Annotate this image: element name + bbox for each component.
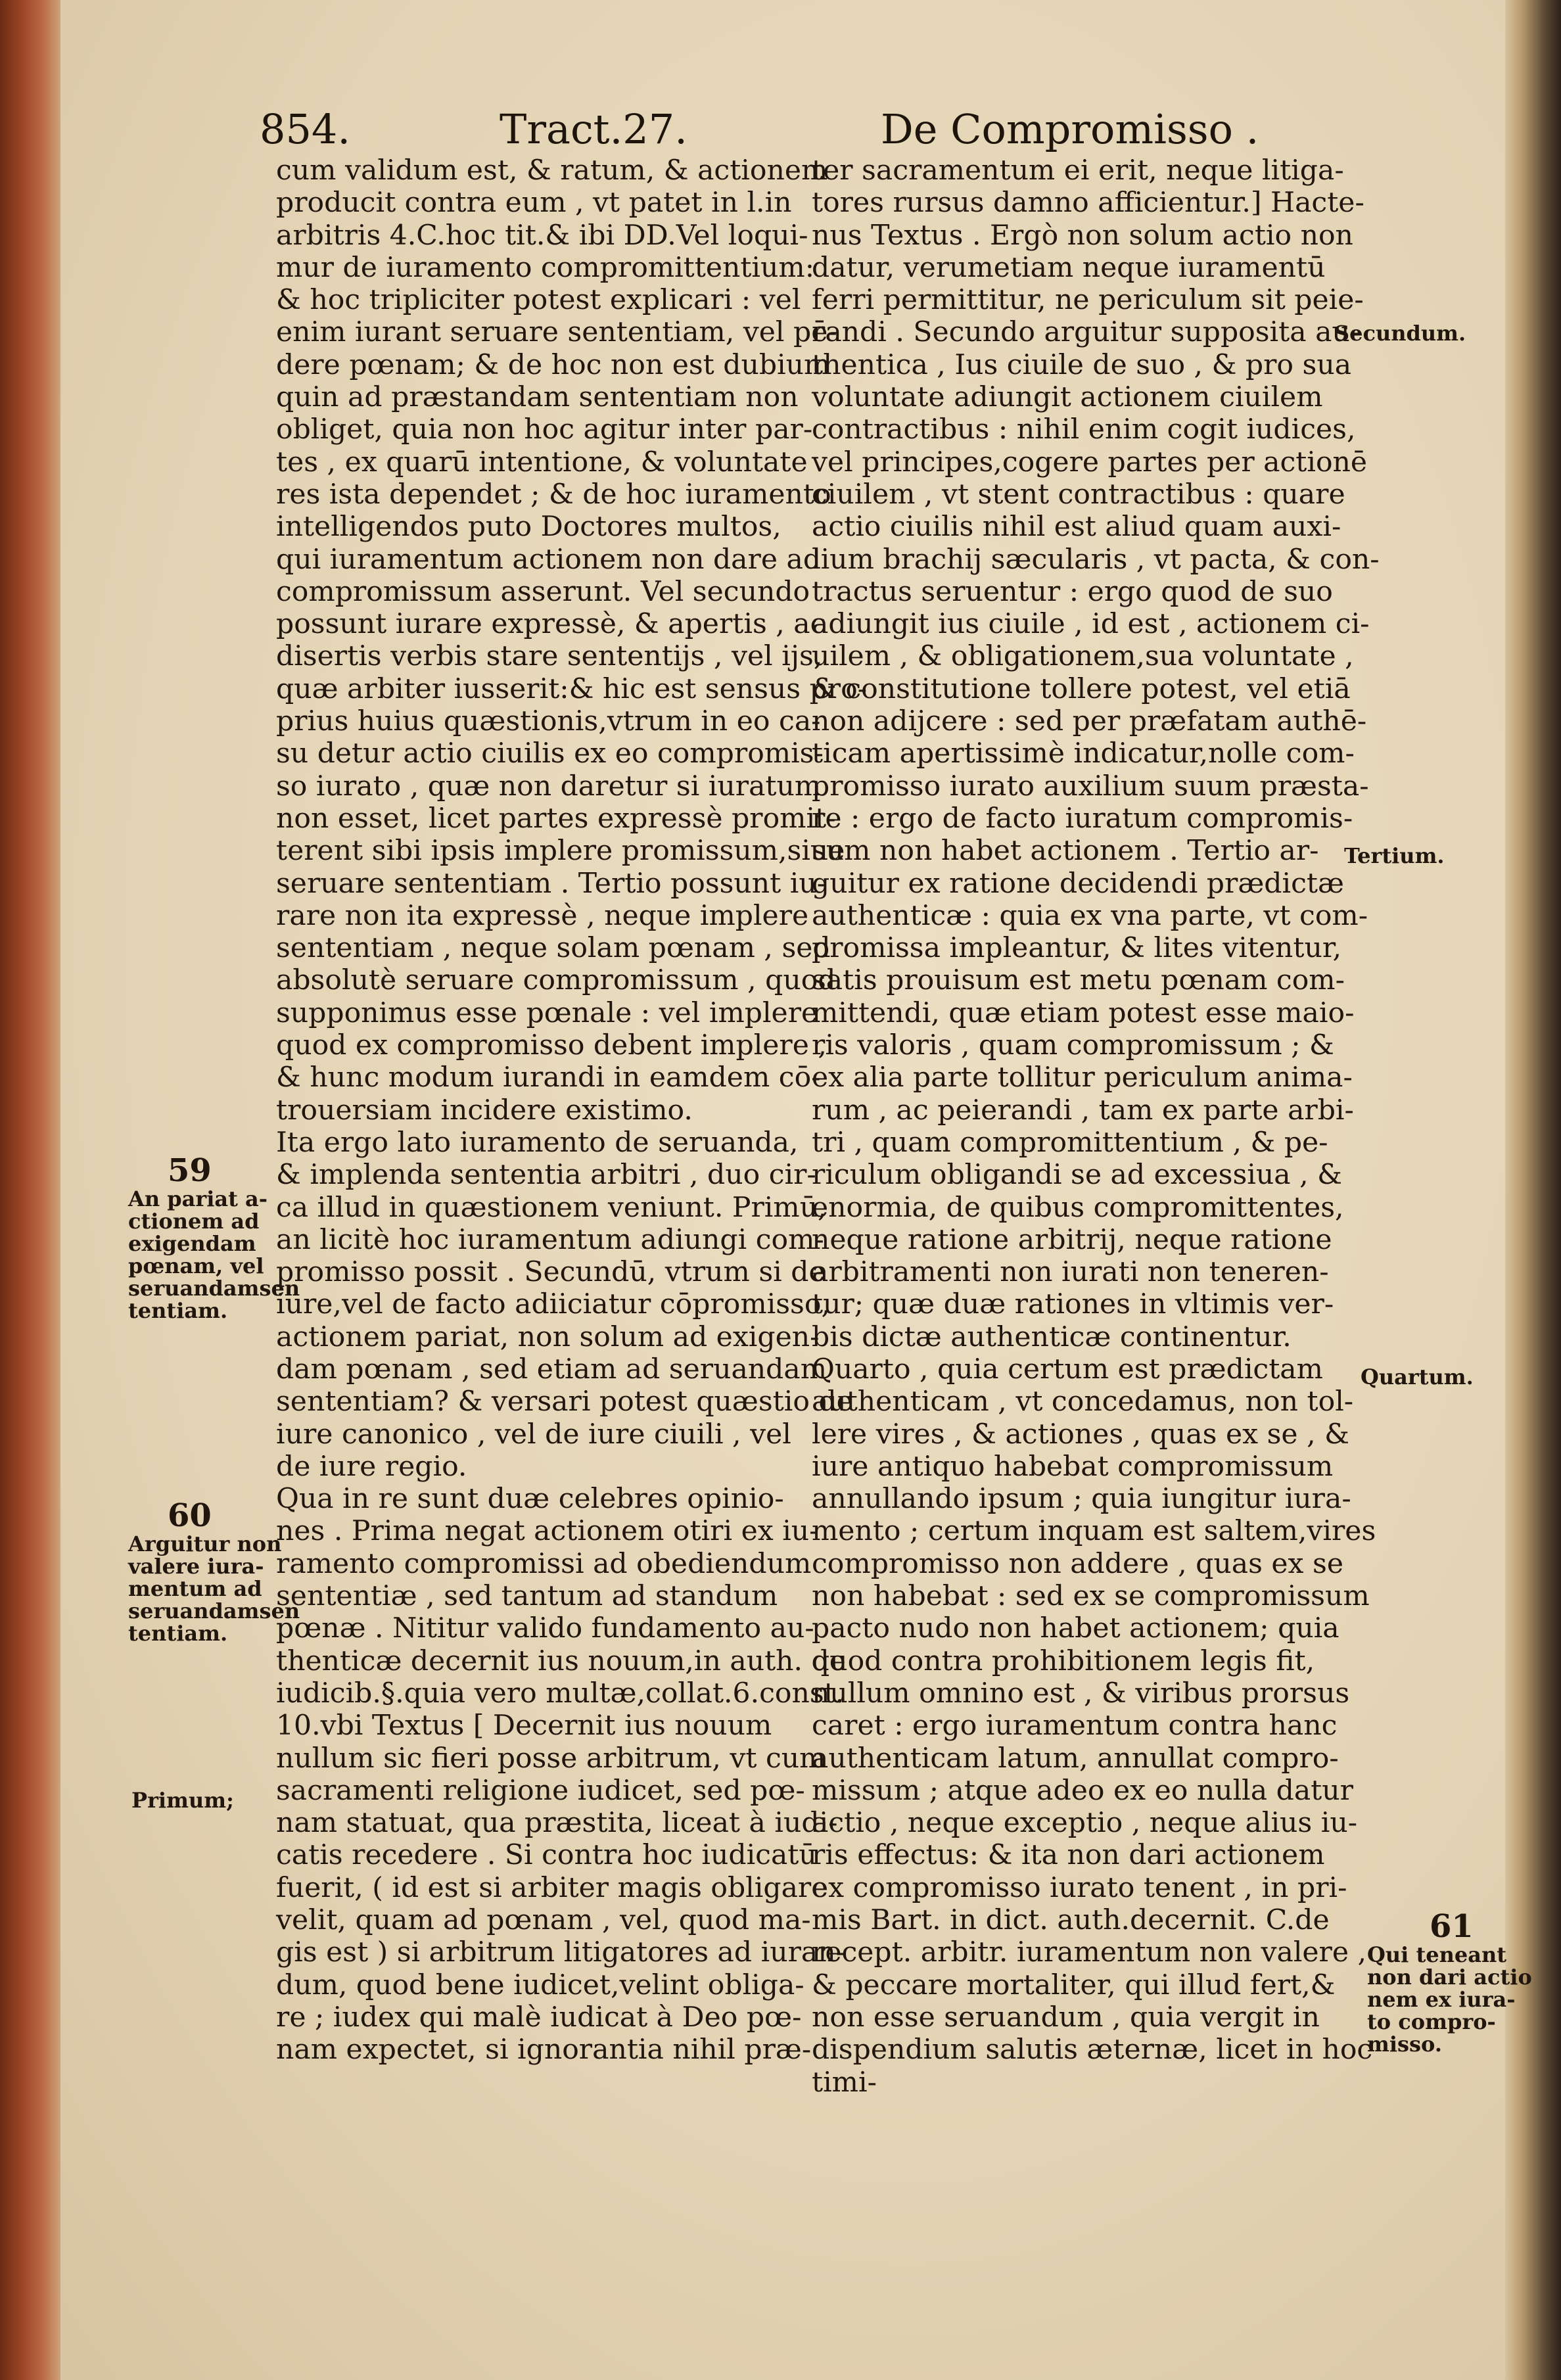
text-line: nullum sic fieri posse arbitrum, vt cum [276,1742,826,1775]
text-line: arbitris 4.C.hoc tit.& ibi DD.Vel loqui- [276,219,808,252]
margin-note-line: to compro- [1367,2009,1496,2034]
text-line: uilem , & obligationem,sua voluntate , [812,640,1354,673]
text-line: sum non habet actionem . Tertio ar- [812,835,1319,868]
margin-note-line: nem ex iura- [1367,1987,1516,2012]
text-line: rare non ita expressè , neque implere [276,899,809,932]
text-line: compromissum asserunt. Vel secundo [276,575,810,608]
text-line: seruare sententiam . Tertio possunt iu- [276,867,827,900]
text-line: supponimus esse pœnale : vel implere [276,996,818,1029]
text-line: qui iuramentum actionem non dare ad [276,543,822,576]
text-line: quin ad præstandam sententiam non [276,381,799,414]
margin-note-number: 59 [168,1152,212,1189]
text-line: non esse seruandum , quia vergit in [812,2001,1320,2034]
text-line: cum validum est, & ratum, & actionem [276,154,828,187]
text-line: ter sacramentum ei erit, neque litiga- [812,154,1344,187]
page-number: 854. [260,105,351,153]
text-line: authenticam latum, annullat compro- [812,1742,1339,1775]
text-line: actio ciuilis nihil est aliud quam auxi- [812,511,1341,544]
margin-secundum: Secundum. [1334,321,1466,346]
text-line: pacto nudo non habet actionem; quia [812,1612,1340,1645]
text-line: thentica , Ius ciuile de suo , & pro sua [812,348,1352,381]
margin-quartum: Quartum. [1361,1365,1474,1389]
text-line: arbitramenti non iurati non teneren- [812,1256,1329,1289]
text-line: mis Bart. in dict. auth.decernit. C.de [812,1904,1330,1937]
text-line: nullum omnino est , & viribus prorsus [812,1677,1350,1710]
text-line: actionem pariat, non solum ad exigen- [276,1320,820,1353]
text-line: ramento compromissi ad obediendum [276,1547,812,1580]
text-line: ris valoris , quam compromissum ; & [812,1029,1334,1062]
text-line: & hoc tripliciter potest explicari : vel [276,284,801,317]
text-line: lere vires , & actiones , quas ex se , & [812,1418,1349,1451]
text-line: iudicib.§.quia vero multæ,collat.6.const. [276,1677,845,1710]
text-line: promisso iurato auxilium suum præsta- [812,770,1369,803]
text-line: annullando ipsum ; quia iungitur iura- [812,1483,1351,1516]
text-line: & implenda sententia arbitri , duo cir- [276,1159,816,1192]
text-line: vel principes,cogere partes per actionē [812,446,1368,478]
margin-note-line: exigendam [128,1231,256,1256]
text-line: ex alia parte tollitur periculum anima- [812,1062,1353,1094]
text-line: tur; quæ duæ rationes in vltimis ver- [812,1288,1334,1321]
text-line: caret : ergo iuramentum contra hanc [812,1710,1338,1742]
text-line: absolutè seruare compromissum , quod [276,964,836,997]
margin-note-line: mentum ad [128,1576,262,1601]
text-line: quæ arbiter iusserit:& hic est sensus pro- [276,672,868,705]
margin-note-line: tentiam. [128,1621,228,1646]
text-line: gis est ) si arbitrum litigatores ad iuran- [276,1936,845,1969]
text-line: promisso possit . Secundū, vtrum si de [276,1256,826,1289]
text-line: sacramenti religione iudicet, sed pœ- [276,1774,805,1807]
text-line: non habebat : sed ex se compromissum [812,1580,1370,1613]
margin-note-line: seruandamsen [128,1598,300,1623]
text-line: lium brachij sæcularis , vt pacta, & con- [812,543,1380,576]
margin-note-line: An pariat a- [128,1186,268,1211]
text-line: res ista dependet ; & de hoc iuramento [276,478,831,511]
margin-note-line: misso. [1367,2032,1442,2057]
margin-primum: Primum; [131,1788,234,1813]
text-line: 10.vbi Textus [ Decernit ius nouum [276,1710,772,1742]
text-line: & hunc modum iurandi in eamdem cō- [276,1062,821,1094]
text-line: so iurato , quæ non daretur si iuratum [276,770,822,803]
text-line: guitur ex ratione decidendi prædictæ [812,867,1344,900]
text-line: contractibus : nihil enim cogit iudices, [812,413,1356,446]
text-line: authenticæ : quia ex vna parte, vt com- [812,899,1368,932]
text-line: ticam apertissimè indicatur,nolle com- [812,737,1355,770]
margin-note-line: Arguitur non [128,1531,282,1556]
text-line: producit contra eum , vt patet in l.in [276,187,792,220]
margin-note-line: tentiam. [128,1298,228,1323]
treatise-number: Tract.27. [500,105,687,153]
text-line: quod ex compromisso debent implere , [276,1029,827,1062]
text-line: neque ratione arbitrij, neque ratione [812,1223,1332,1256]
text-line: ca illud in quæstionem veniunt. Primū, [276,1191,827,1224]
text-line: disertis verbis stare sententijs , vel ijs, [276,640,823,673]
text-line: trouersiam incidere existimo. [276,1094,693,1127]
text-line: dam pœnam , sed etiam ad seruandam [276,1353,827,1386]
text-line: tes , ex quarū intentione, & voluntate [276,446,808,478]
text-line: ciuilem , vt stent contractibus : quare [812,478,1345,511]
text-line: recept. arbitr. iuramentum non valere , [812,1936,1367,1969]
text-line: ferri permittitur, ne periculum sit peie- [812,284,1364,317]
text-line: su detur actio ciuilis ex eo compromis- [276,737,824,770]
text-line: authenticam , vt concedamus, non tol- [812,1386,1354,1418]
text-line: enim iurant seruare sententiam, vel pē- [276,316,837,349]
page-edge-left [0,0,60,2380]
text-line: possunt iurare expressè, & apertis , ac [276,608,826,641]
text-line: timi- [812,2066,877,2099]
text-line: compromisso non addere , quas ex se [812,1547,1343,1580]
text-line: dere pœnam; & de hoc non est dubium [276,348,831,381]
text-line: iure canonico , vel de iure ciuili , vel [276,1418,791,1451]
text-line: ris effectus: & ita non dari actionem [812,1839,1325,1872]
margin-note-line: ctionem ad [128,1209,260,1234]
running-title: De Compromisso . [881,105,1259,153]
text-line: mittendi, quæ etiam potest esse maio- [812,996,1355,1029]
text-line: datur, verumetiam neque iuramentū [812,251,1326,284]
text-line: ex compromisso iurato tenent , in pri- [812,1871,1347,1904]
text-line: nes . Prima negat actionem otiri ex iu- [276,1515,819,1548]
text-line: non esset, licet partes expressè promit- [276,802,836,835]
text-line: & peccare mortaliter, qui illud fert,& [812,1969,1336,2001]
text-line: obliget, quia non hoc agitur inter par- [276,413,813,446]
margin-note-line: valere iura- [128,1554,264,1579]
text-line: velit, quam ad pœnam , vel, quod ma- [276,1904,811,1937]
text-line: Ita ergo lato iuramento de seruanda, [276,1126,799,1159]
text-line: dispendium salutis æternæ, licet in hoc [812,2034,1373,2066]
text-line: fuerit, ( id est si arbiter magis obligare [276,1871,828,1904]
text-line: re ; iudex qui malè iudicat à Deo pœ- [276,2001,802,2034]
text-line: catis recedere . Si contra hoc iudicatū [276,1839,817,1872]
text-line: promissa impleantur, & lites vitentur, [812,932,1342,965]
margin-note-line: Qui teneant [1367,1942,1506,1967]
margin-note-line: seruandamsen [128,1276,300,1301]
text-line: thenticæ decernit ius nouum,in auth. de [276,1645,846,1677]
margin-tertium: Tertium. [1344,843,1445,868]
right-text-column [812,154,1380,2099]
margin-note-59 [128,1154,300,1322]
text-line: de iure regio. [276,1450,467,1483]
text-line: Quarto , quia certum est prædictam [812,1353,1323,1386]
text-line: bis dictæ authenticæ continentur. [812,1320,1292,1353]
text-line: terent sibi ipsis implere promissum,siue [276,835,845,868]
text-line: voluntate adiungit actionem ciuilem [812,381,1323,414]
text-line: pœnæ . Nititur valido fundamento au- [276,1612,814,1645]
text-line: rum , ac peierandi , tam ex parte arbi- [812,1094,1354,1127]
text-line: sententiæ , sed tantum ad standum [276,1580,778,1613]
text-line: mur de iuramento compromittentium: [276,251,815,284]
text-line: nam statuat, qua præstita, liceat à iudi- [276,1807,838,1840]
text-line: iure,vel de facto adiiciatur cōpromisso, [276,1288,830,1321]
text-line: randi . Secundo arguitur supposita au- [812,316,1360,349]
text-line: sententiam , neque solam pœnam , sed [276,932,831,965]
margin-note-line: non dari actio [1367,1965,1532,1990]
margin-note-61 [1367,1909,1532,2055]
text-line: intelligendos puto Doctores multos, [276,511,781,544]
text-line: enormia, de quibus compromittentes, [812,1191,1344,1224]
text-line: satis prouisum est metu pœnam com- [812,964,1345,997]
text-line: prius huius quæstionis,vtrum in eo ca- [276,705,821,738]
margin-note-number: 60 [168,1497,212,1534]
text-line: re : ergo de facto iuratum compromis- [812,802,1353,835]
text-line: tri , quam compromittentium , & pe- [812,1126,1328,1159]
text-line: & constitutione tollere potest, vel etiā [812,672,1351,705]
margin-note-60 [128,1499,300,1645]
text-line: mento ; certum inquam est saltem,vires [812,1515,1376,1548]
text-line: missum ; atque adeo ex eo nulla datur [812,1774,1353,1807]
text-line: non adijcere : sed per præfatam authē- [812,705,1367,738]
text-line: nam expectet, si ignorantia nihil præ- [276,2034,812,2066]
text-line: Qua in re sunt duæ celebres opinio- [276,1483,784,1516]
text-line: sententiam? & versari potest quæstio de [276,1386,853,1418]
text-line: tores rursus damno afficientur.] Hacte- [812,187,1364,220]
left-text-column [276,154,868,2066]
text-line: dum, quod bene iudicet,velint obliga- [276,1969,804,2001]
margin-note-number: 61 [1430,1908,1474,1945]
text-line: quod contra prohibitionem legis fit, [812,1645,1315,1677]
text-line: adiungit ius ciuile , id est , actionem ci- [812,608,1370,641]
text-line: actio , neque exceptio , neque alius iu- [812,1807,1358,1840]
text-line: riculum obligandi se ad excessiua , & [812,1159,1342,1192]
text-line: tractus seruentur : ergo quod de suo [812,575,1333,608]
margin-note-line: pœnam, vel [128,1253,264,1278]
text-line: nus Textus . Ergò non solum actio non [812,219,1353,252]
text-line: an licitè hoc iuramentum adiungi com- [276,1223,824,1256]
text-line: iure antiquo habebat compromissum [812,1450,1334,1483]
